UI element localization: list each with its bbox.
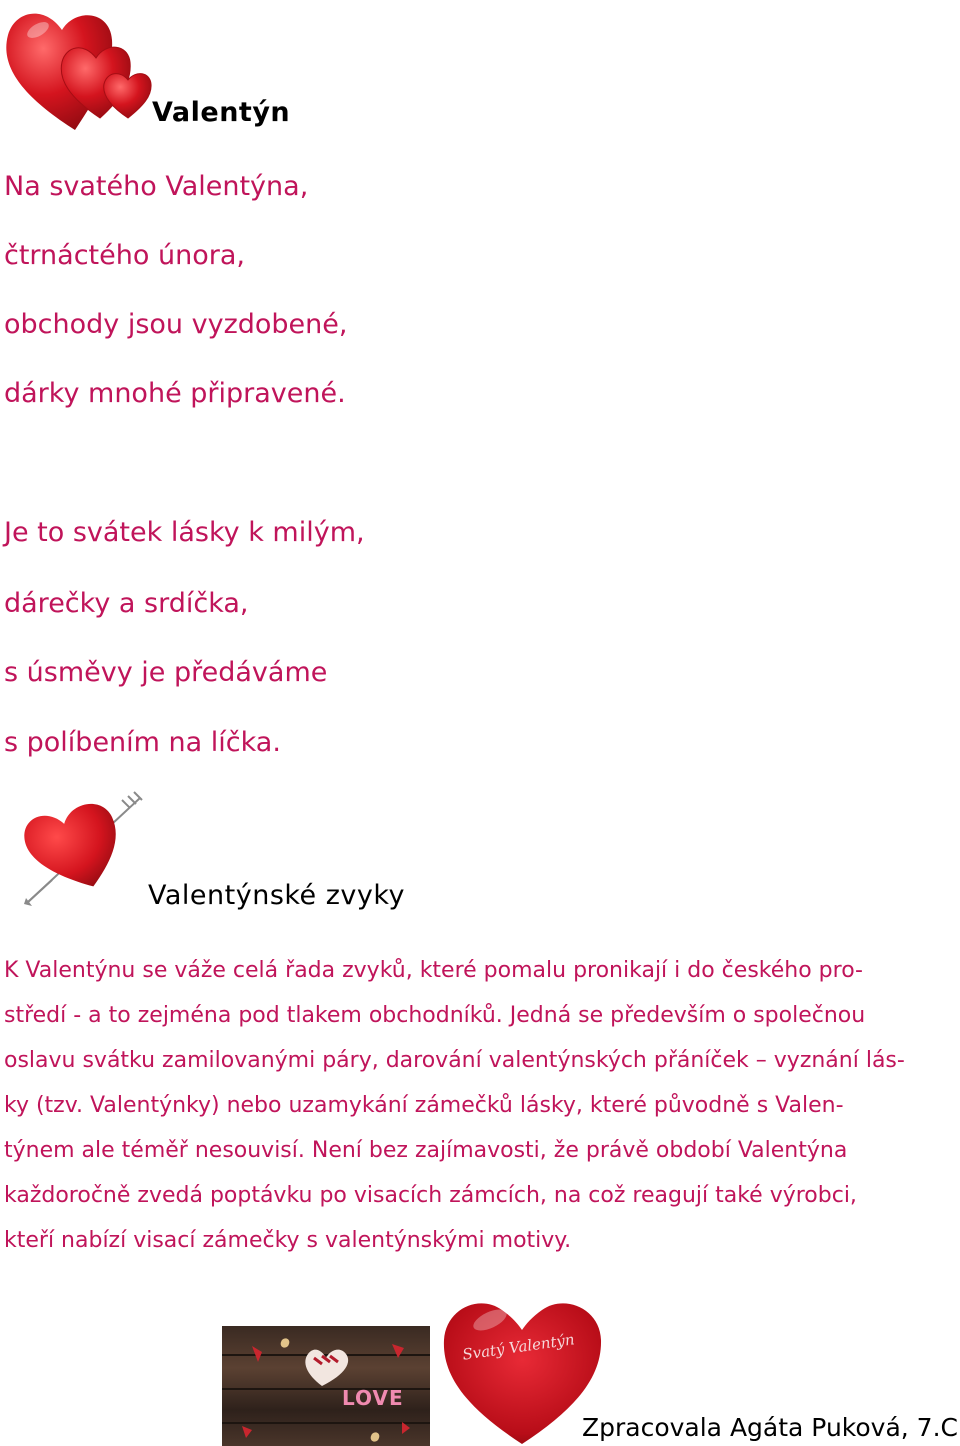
paragraph-line: týnem ale téměř nesouvisí. Není bez zajímavosti, že právě období Valentýna xyxy=(4,1138,848,1163)
author-credit: Zpracovala Agáta Puková, 7.C xyxy=(581,1413,958,1442)
section-title: Valentýnské zvyky xyxy=(148,880,406,911)
paragraph-line: oslavu svátku zamilovanými páry, darování valentýnských přáníček – vyznání lás- xyxy=(4,1048,905,1073)
paragraph-line: ky (tzv. Valentýnky) nebo uzamykání zámečků lásky, které původně s Valen- xyxy=(4,1093,844,1118)
poem-line: čtrnáctého února, xyxy=(4,240,245,271)
paragraph-line: kteří nabízí visací zámečky s valentýnskými motivy. xyxy=(4,1228,572,1253)
hearts-cluster-image xyxy=(0,0,155,132)
poem-line: dárečky a srdíčka, xyxy=(4,588,249,619)
poem-line: Na svatého Valentýna, xyxy=(4,171,309,202)
saint-valentine-heart-image xyxy=(440,1290,605,1446)
paragraph-line: středí - a to zejména pod tlakem obchodníků. Jedná se především o společnou xyxy=(4,1003,866,1028)
paragraph-line: každoročně zvedá poptávku po visacích zámcích, na což reagují také výrobci, xyxy=(4,1183,857,1208)
love-photo-image xyxy=(222,1326,430,1446)
saint-valentine-heart-text: Svatý Valentýn xyxy=(461,1330,576,1364)
poem-line: s úsměvy je předáváme xyxy=(4,657,328,688)
poem-line: Je to svátek lásky k milým, xyxy=(4,517,365,548)
paragraph-line: K Valentýnu se váže celá řada zvyků, které pomalu pronikají i do českého pro- xyxy=(4,958,863,983)
poem-line: s políbením na líčka. xyxy=(4,727,281,758)
heart-arrow-image xyxy=(22,790,147,908)
poem-line: dárky mnohé připravené. xyxy=(4,378,346,409)
paragraph xyxy=(4,948,949,1263)
page-title: Valentýn xyxy=(152,97,291,128)
poem-line: obchody jsou vyzdobené, xyxy=(4,309,348,340)
love-photo-text: LOVE xyxy=(342,1386,404,1410)
